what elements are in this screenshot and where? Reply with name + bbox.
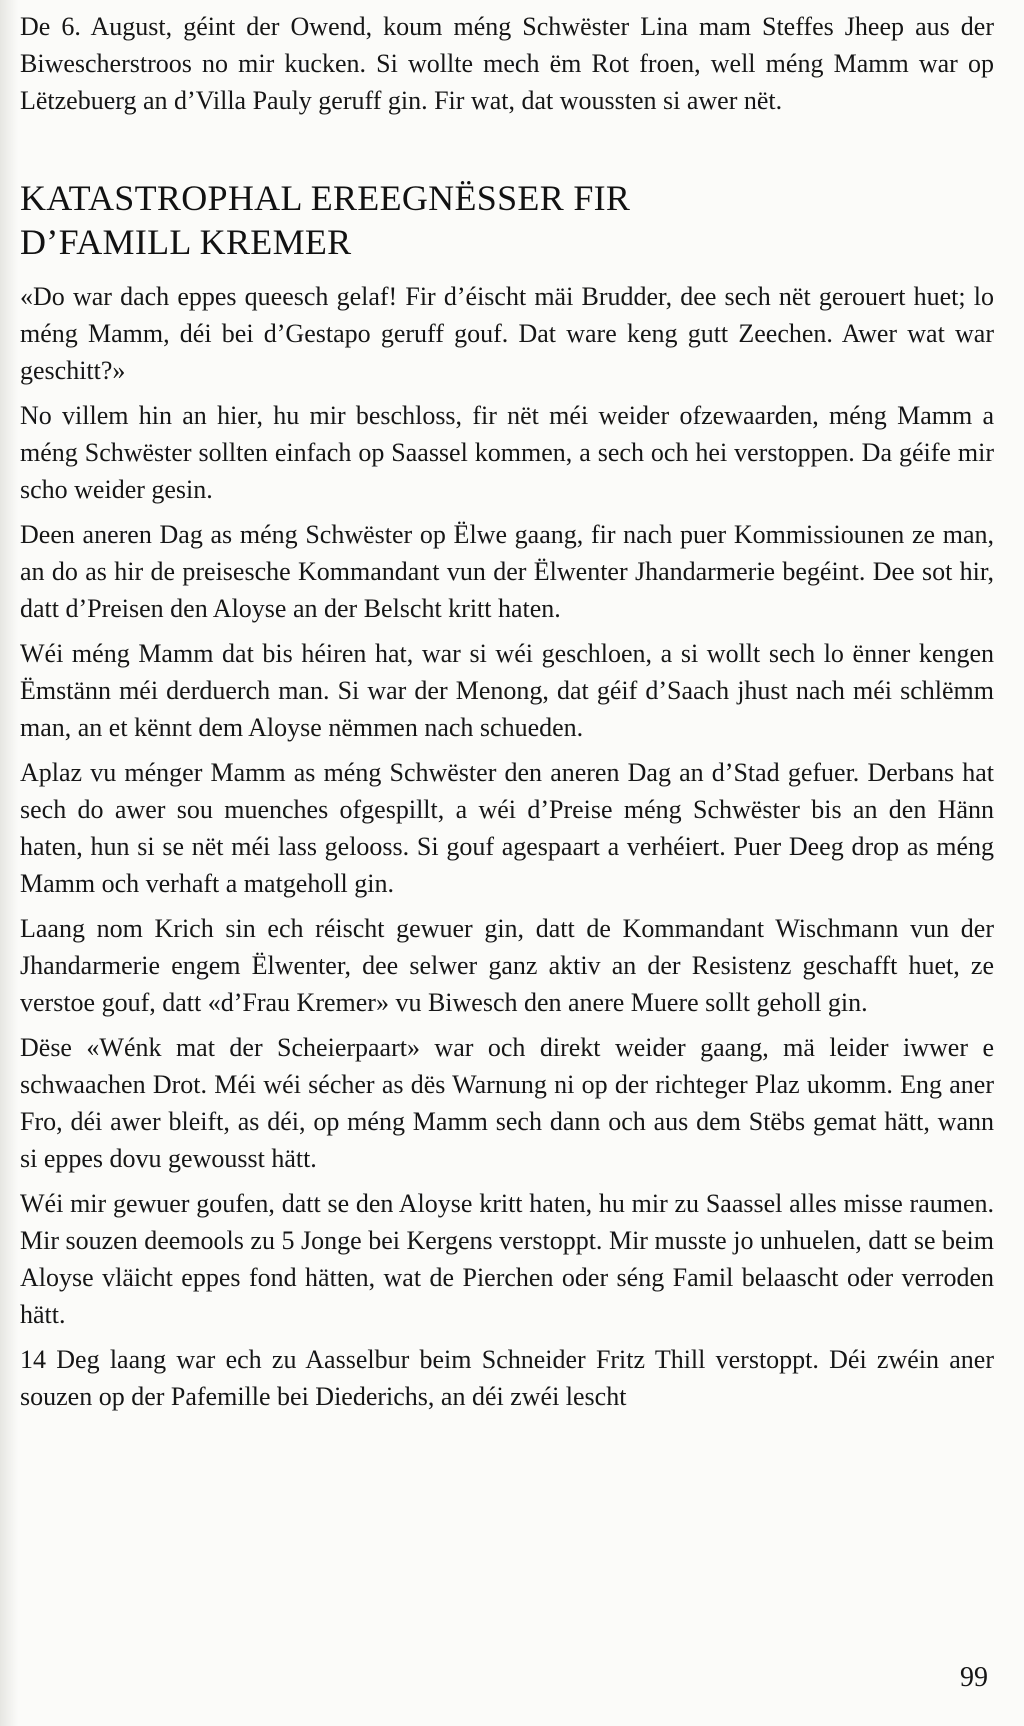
section-heading [20, 176, 740, 264]
page-number: 99 [960, 1662, 988, 1693]
heading-line-2: D’FAMILL KREMER [20, 222, 352, 262]
paragraph: Aplaz vu ménger Mamm as méng Schwëster den aneren Dag an d’Stad gefuer. Derbans hat sech do awer sou muenches ofgespillt, a wéi d’Preise méng Schwëster bis an den Hänn haten, hun si se nët méi lass gelooss. Si gouf agespaart a verhéiert. Puer Deeg drop as méng Mamm och verhaft a matgeholl gin. [20, 758, 994, 898]
paragraph: Deen aneren Dag as méng Schwëster op Ëlwe gaang, fir nach puer Kommissiounen ze man, an do as hir de preisesche Kommandant vun der Ëlwenter Jhandarmerie begéint. Dee sot hir, datt d’Preisen den Aloyse an der Belscht kritt haten. [20, 520, 994, 623]
binding-shadow [0, 0, 18, 1726]
paragraph: «Do war dach eppes queesch gelaf! Fir d’éischt mäi Brudder, dee sech nët gerouert huet; lo méng Mamm, déi bei d’Gestapo geruff gouf. Dat ware keng gutt Zeechen. Awer wat war geschitt?» [20, 282, 994, 385]
paragraph: Wéi mir gewuer goufen, datt se den Aloyse kritt haten, hu mir zu Saassel alles misse raumen. Mir souzen deemools zu 5 Jonge bei Kergens verstoppt. Mir musste jo unhuelen, datt se beim Aloyse vläicht eppes fond hätten, wat de Pierchen oder séng Famil belaascht oder verroden hätt. [20, 1189, 994, 1329]
paragraph-intro: De 6. August, géint der Owend, koum méng Schwëster Lina mam Steffes Jheep aus der Biwescherstroos no mir kucken. Si wollte mech ëm Rot froen, well méng Mamm war op Lëtzebuerg an d’Villa Pauly geruff gin. Fir wat, dat woussten si awer nët. [20, 12, 994, 115]
paragraph: 14 Deg laang war ech zu Aasselbur beim Schneider Fritz Thill verstoppt. Déi zwéin aner souzen op der Pafemille bei Diederichs, an déi zwéi lescht [20, 1345, 994, 1411]
paragraph: Dëse «Wénk mat der Scheierpaart» war och direkt weider gaang, mä leider iwwer e schwaachen Drot. Méi wéi sécher as dës Warnung ni op der richteger Plaz ukomm. Eng aner Fro, déi awer bleift, as déi, op méng Mamm sech dann och aus dem Stëbs gemat hätt, wann si eppes dovu gewousst hätt. [20, 1033, 994, 1173]
paragraph: No villem hin an hier, hu mir beschloss, fir nët méi weider ofzewaarden, méng Mamm a méng Schwëster sollten einfach op Saassel kommen, a sech och hei verstoppen. Da géife mir scho weider gesin. [20, 401, 994, 504]
heading-line-1: KATASTROPHAL EREEGNËSSER FIR [20, 178, 631, 218]
paragraph: Laang nom Krich sin ech réischt gewuer gin, datt de Kommandant Wischmann vun der Jhandarmerie engem Ëlwenter, dee selwer ganz aktiv an der Resistenz geschafft huet, ze verstoe gouf, datt «d’Frau Kremer» vu Biwesch den anere Muere sollt geholl gin. [20, 914, 994, 1017]
paragraph: Wéi méng Mamm dat bis héiren hat, war si wéi geschloen, a si wollt sech lo ënner kengen Ëmstänn méi derduerch man. Si war der Menong, dat géif d’Saach jhust nach méi schlëmm man, an et kënnt dem Aloyse nëmmen nach schueden. [20, 639, 994, 742]
text-body [20, 8, 994, 1423]
